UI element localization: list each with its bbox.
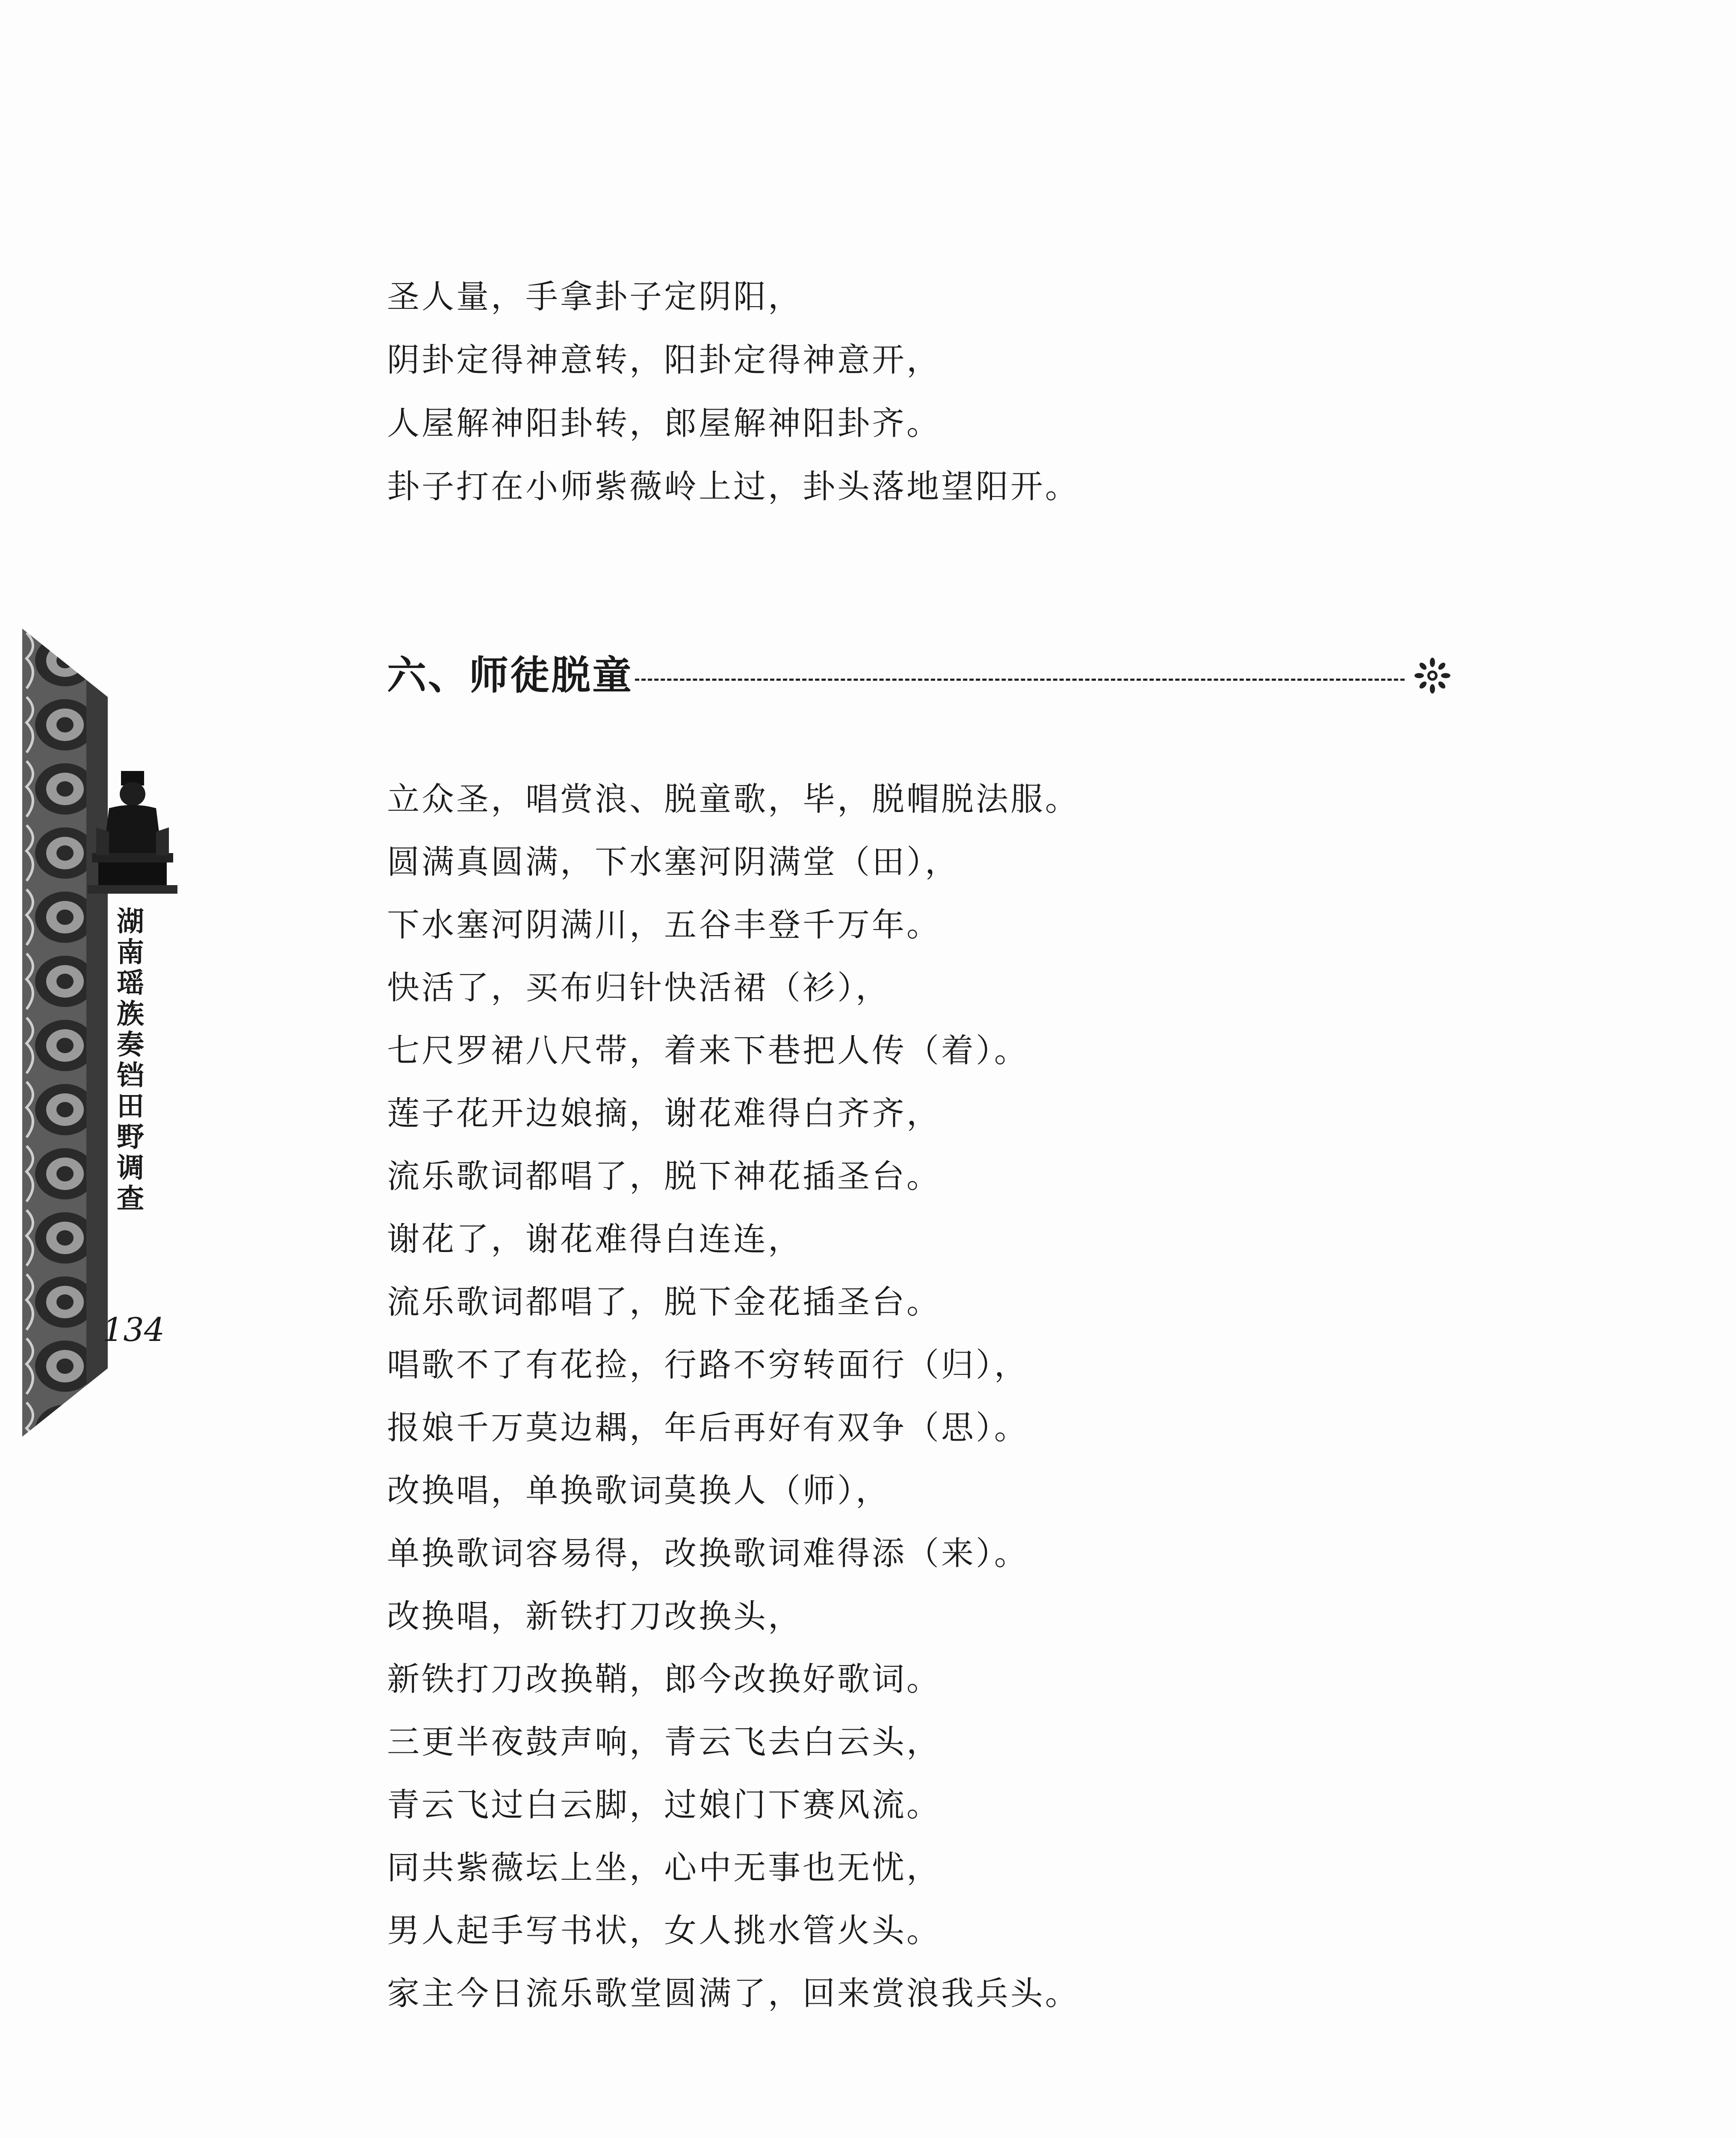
book-title-char: 铛 xyxy=(117,1060,144,1092)
verse-line: 圆满真圆满，下水塞河阴满堂（田）， xyxy=(387,843,960,881)
running-book-title xyxy=(111,907,150,1214)
verse-line: 改换唱，单换歌词莫换人（师）， xyxy=(387,1471,890,1509)
continued-verses xyxy=(387,265,1627,518)
page-number: 134 xyxy=(103,1311,165,1349)
verse-line: 三更半夜鼓声响，青云飞去白云头， xyxy=(387,1723,941,1761)
section-title: 六、师徒脱童 xyxy=(387,653,634,698)
section-heading xyxy=(387,648,1499,703)
verse-line: 立众圣，唱赏浪、脱童歌，毕，脱帽脱法服。 xyxy=(387,780,1080,818)
book-title-char: 田 xyxy=(117,1091,144,1122)
book-title-char: 瑶 xyxy=(117,968,144,999)
verse-line: 人屋解神阳卦转，郎屋解神阳卦齐。 xyxy=(387,404,941,442)
dashed-leader-line xyxy=(635,679,1405,681)
verse-line: 唱歌不了有花捡，行路不穷转面行（归）， xyxy=(387,1346,1029,1384)
verse-line: 卦子打在小师紫薇岭上过，卦头落地望阳开。 xyxy=(387,467,1080,505)
verse-line: 七尺罗裙八尺带，着来下巷把人传（着）。 xyxy=(387,1031,1029,1069)
verse-line: 流乐歌词都唱了，脱下神花插圣台。 xyxy=(387,1157,941,1195)
verse-line: 男人起手写书状，女人挑水管火头。 xyxy=(387,1911,941,1949)
verse-line: 阴卦定得神意转，阳卦定得神意开， xyxy=(387,341,941,379)
verse-line: 青云飞过白云脚，过娘门下赛风流。 xyxy=(387,1786,941,1824)
section-verses xyxy=(387,768,1627,2025)
verse-line: 下水塞河阴满川，五谷丰登千万年。 xyxy=(387,906,941,944)
verse-line: 圣人量，手拿卦子定阴阳， xyxy=(387,278,803,316)
book-title-char: 族 xyxy=(117,998,144,1030)
verse-line: 谢花了，谢花难得白连连， xyxy=(387,1220,803,1258)
verse-line: 报娘千万莫边耦，年后再好有双争（思）。 xyxy=(387,1409,1029,1447)
decorative-side-band xyxy=(22,629,108,1437)
verse-line: 快活了，买布归针快活裙（衫）， xyxy=(387,969,890,1007)
verse-line: 家主今日流乐歌堂圆满了，回来赏浪我兵头。 xyxy=(387,1974,1080,2012)
seated-deity-icon xyxy=(83,768,182,896)
book-title-char: 野 xyxy=(117,1122,144,1153)
verse-line: 单换歌词容易得，改换歌词难得添（来）。 xyxy=(387,1534,1029,1572)
flower-ornament-icon xyxy=(1413,656,1452,695)
verse-line: 莲子花开边娘摘，谢花难得白齐齐， xyxy=(387,1094,941,1132)
verse-line: 改换唱，新铁打刀改换头， xyxy=(387,1597,803,1635)
book-title-char: 奏 xyxy=(117,1029,144,1061)
book-title-char: 调 xyxy=(117,1152,144,1184)
verse-line: 新铁打刀改换鞘，郎今改换好歌词。 xyxy=(387,1660,941,1698)
book-title-char: 南 xyxy=(117,937,144,969)
verse-line: 流乐歌词都唱了，脱下金花插圣台。 xyxy=(387,1283,941,1321)
book-title-char: 湖 xyxy=(117,906,144,938)
book-title-char: 查 xyxy=(117,1183,144,1215)
verse-line: 同共紫薇坛上坐，心中无事也无忧， xyxy=(387,1849,941,1887)
